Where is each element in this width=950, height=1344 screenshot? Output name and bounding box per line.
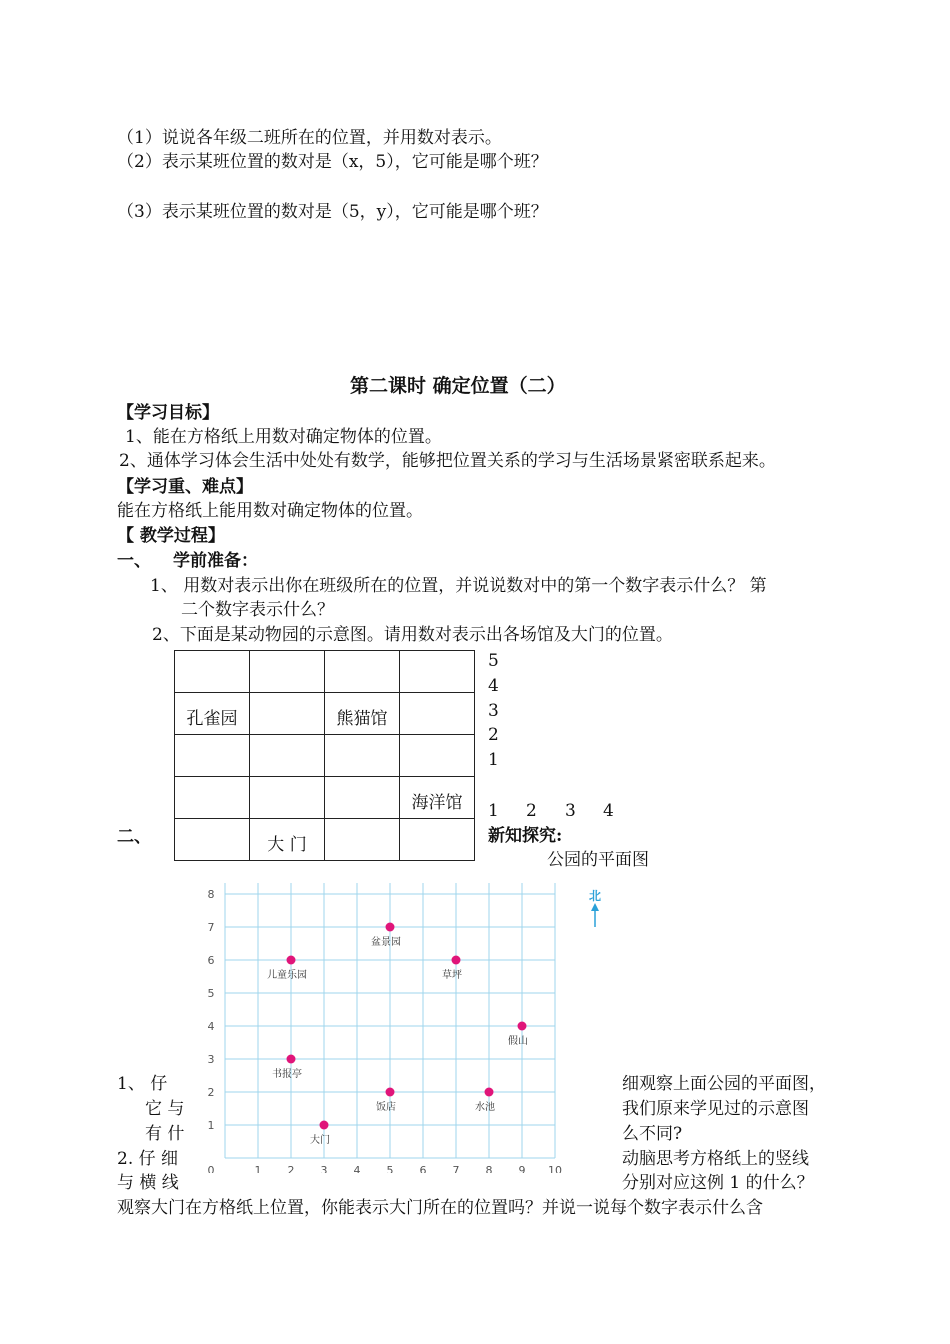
north-arrow-icon xyxy=(589,889,601,927)
park-caption: 公园的平面图 xyxy=(547,850,649,870)
zoo-cell xyxy=(250,777,325,819)
zoo-cell xyxy=(325,819,400,861)
zoo-row xyxy=(175,819,475,861)
question-1: （1）说说各年级二班所在的位置，并用数对表示。 xyxy=(117,128,502,148)
zoo-cell xyxy=(400,693,475,735)
zoo-cell xyxy=(250,693,325,735)
y-tick-label: 5 xyxy=(207,987,215,1000)
key-heading: 【学习重、难点】 xyxy=(117,477,253,497)
zoo-row-number: 4 xyxy=(488,676,499,696)
y-tick-label: 4 xyxy=(207,1020,215,1033)
zoo-cell xyxy=(400,819,475,861)
x-tick-label: 9 xyxy=(518,1164,526,1173)
zoo-cell xyxy=(175,651,250,693)
park-point-dot xyxy=(386,923,395,932)
x-tick-label: 6 xyxy=(419,1164,427,1173)
process-heading: 【 教学过程】 xyxy=(117,526,225,546)
key-text: 能在方格纸上能用数对确定物体的位置。 xyxy=(117,501,423,521)
zoo-row-number: 2 xyxy=(488,725,499,745)
zoo-row-number: 3 xyxy=(488,701,499,721)
x-tick-label: 8 xyxy=(485,1164,493,1173)
zoo-row xyxy=(175,735,475,777)
x-tick-label: 2 xyxy=(287,1164,295,1173)
park-point-label: 书报亭 xyxy=(272,1069,302,1080)
zoo-row-number: 5 xyxy=(488,651,499,671)
zoo-cell-ocean: 海洋馆 xyxy=(400,777,475,819)
park-point-dot xyxy=(287,956,296,965)
y-tick-label: 7 xyxy=(207,921,215,934)
zoo-cell xyxy=(175,735,250,777)
section2-number: 二、 xyxy=(117,827,151,847)
prep-heading: 学前准备： xyxy=(173,551,258,571)
park-point-dot xyxy=(452,956,461,965)
question-2: （2）表示某班位置的数对是（x，5），它可能是哪个班？ xyxy=(117,152,548,172)
x-tick-label: 0 xyxy=(207,1164,215,1173)
goal-2: 2、通体学习体会生活中处处有数学，能够把位置关系的学习与生活场景紧密联系起来。 xyxy=(119,451,776,471)
section2-heading: 新知探究: xyxy=(488,826,563,846)
x-tick-label: 1 xyxy=(254,1164,262,1173)
goal-1: 1、能在方格纸上用数对确定物体的位置。 xyxy=(125,427,442,447)
zoo-col-number: 1 xyxy=(488,801,499,821)
zoo-cell xyxy=(250,735,325,777)
zoo-cell xyxy=(175,819,250,861)
park-point-label: 儿童乐园 xyxy=(267,970,307,981)
lesson-title: 第二课时 确定位置（二） xyxy=(350,375,566,397)
q1-left-b: 它 与 xyxy=(145,1099,185,1119)
zoo-col-number: 3 xyxy=(565,801,576,821)
prep-item-2: 2、下面是某动物园的示意图。请用数对表示出各场馆及大门的位置。 xyxy=(152,625,673,645)
zoo-row xyxy=(175,693,475,735)
prep-item-1: 1、 用数对表示出你在班级所在的位置，并说说数对中的第一个数字表示什么？ 第 xyxy=(150,576,767,596)
zoo-cell xyxy=(325,735,400,777)
park-point-dot xyxy=(320,1121,329,1130)
y-tick-label: 6 xyxy=(207,954,215,967)
park-point-label: 盆景园 xyxy=(371,937,401,948)
q2-left-b: 与 横 线 xyxy=(117,1173,179,1193)
x-tick-label: 4 xyxy=(353,1164,361,1173)
zoo-cell xyxy=(400,735,475,777)
zoo-col-number: 2 xyxy=(526,801,537,821)
park-point-label: 假山 xyxy=(508,1036,528,1047)
park-point-label: 饭店 xyxy=(376,1102,396,1113)
park-point-dot xyxy=(518,1022,527,1031)
last-line: 观察大门在方格纸上位置，你能表示大门所在的位置吗？并说一说每个数字表示什么含 xyxy=(117,1198,763,1218)
q-right-4: 动脑思考方格纸上的竖线 xyxy=(622,1149,809,1169)
q1-left-a: 1、 仔 xyxy=(117,1074,168,1094)
park-point-dot xyxy=(287,1055,296,1064)
park-point-dot xyxy=(386,1088,395,1097)
y-tick-label: 3 xyxy=(207,1053,215,1066)
prep-item-1-cont: 二个数字表示什么？ xyxy=(181,600,334,620)
zoo-row-number: 1 xyxy=(488,750,499,770)
q-right-2: 我们原来学见过的示意图 xyxy=(622,1099,809,1119)
park-point-dot xyxy=(485,1088,494,1097)
x-tick-label: 10 xyxy=(548,1164,562,1173)
goals-heading: 【学习目标】 xyxy=(117,403,219,423)
q-right-1: 细观察上面公园的平面图， xyxy=(622,1074,826,1094)
zoo-cell-peacock: 孔雀园 xyxy=(175,693,250,735)
park-point-label: 草坪 xyxy=(442,970,462,981)
y-tick-label: 1 xyxy=(207,1119,215,1132)
park-point-label: 水池 xyxy=(475,1102,495,1113)
park-axis-ticks xyxy=(208,888,563,1173)
q1-left-c: 有 什 xyxy=(145,1124,185,1144)
north-label: 北 xyxy=(588,889,602,903)
x-tick-label: 5 xyxy=(386,1164,394,1173)
zoo-grid-table xyxy=(174,650,475,861)
zoo-cell-gate: 大 门 xyxy=(250,819,325,861)
zoo-cell xyxy=(325,777,400,819)
zoo-row xyxy=(175,651,475,693)
park-map xyxy=(195,883,615,1173)
zoo-cell-panda: 熊猫馆 xyxy=(325,693,400,735)
zoo-cell xyxy=(175,777,250,819)
x-tick-label: 7 xyxy=(452,1164,460,1173)
y-tick-label: 8 xyxy=(207,888,215,901)
zoo-col-number: 4 xyxy=(603,801,614,821)
prep-number: 一、 xyxy=(117,551,151,571)
zoo-cell xyxy=(400,651,475,693)
q-right-5: 分别对应这例 1 的什么？ xyxy=(622,1173,814,1193)
q2-left-a: 2. 仔 细 xyxy=(117,1149,179,1169)
question-3: （3）表示某班位置的数对是（5，y），它可能是哪个班？ xyxy=(117,202,548,222)
y-tick-label: 2 xyxy=(207,1086,215,1099)
zoo-cell xyxy=(250,651,325,693)
zoo-row xyxy=(175,777,475,819)
park-point-label: 大门 xyxy=(310,1135,330,1146)
x-tick-label: 3 xyxy=(320,1164,328,1173)
q-right-3: 么不同? xyxy=(622,1124,683,1144)
zoo-cell xyxy=(325,651,400,693)
